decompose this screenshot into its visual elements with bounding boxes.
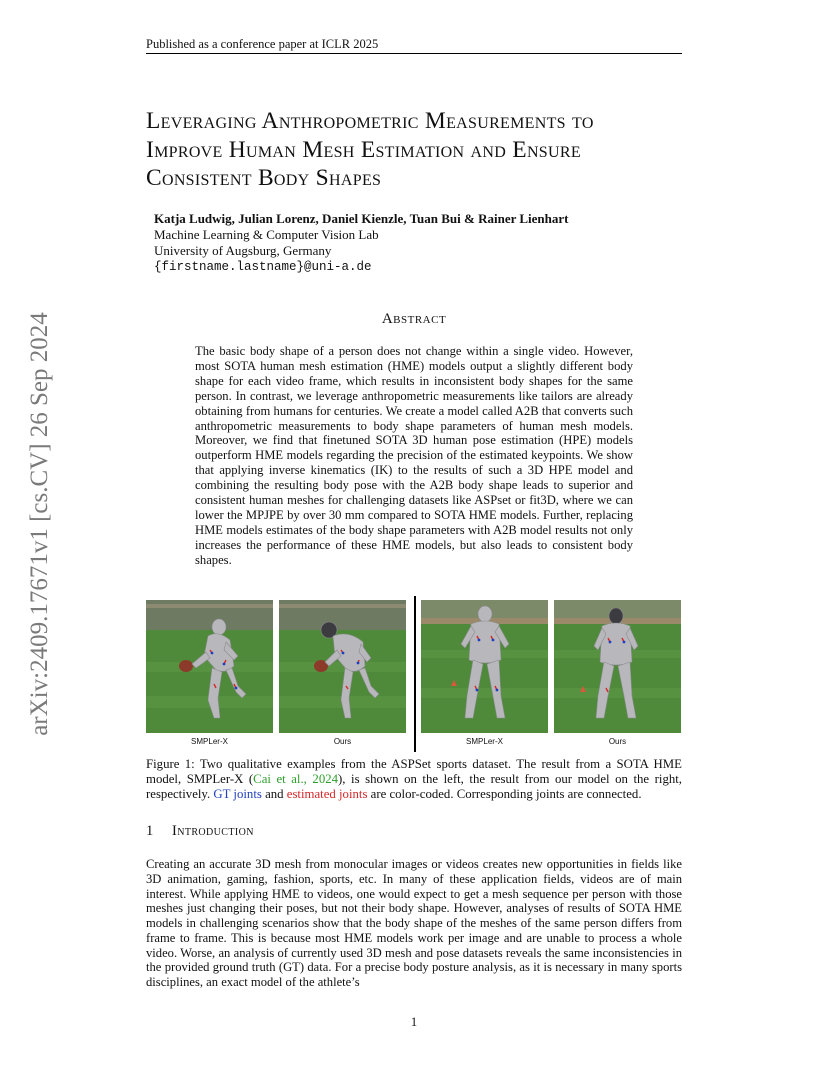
figure-panel-smplerx-2 bbox=[421, 600, 548, 733]
title-line: Leveraging Anthropometric Measurements to bbox=[146, 108, 594, 134]
panel-caption: Ours bbox=[333, 737, 352, 746]
estimated-joints-label: estimated joints bbox=[286, 787, 368, 801]
author-email: {firstname.lastname}@uni-a.de bbox=[154, 260, 372, 274]
figure-divider bbox=[414, 596, 416, 752]
panel-caption: SMPLer-X bbox=[191, 737, 228, 746]
section-title: Introduction bbox=[172, 823, 254, 839]
section-heading-introduction bbox=[146, 823, 682, 840]
abstract-text: The basic body shape of a person does not change within a single video. However, most SOTA human mesh estimation (HME) models output a slightly different body shape for each video frame, which results in inconsistent body shapes for the same person. In contrast, we leverage anthropometric measurements like tailors are already obtaining from humans for centuries. We create a model called A2B that converts such anthropometric measurements to body shape parameters of human mesh models. Moreover, we find that finetuned SOTA 3D human pose estimation (HPE) models outperform HME models regarding the precision of the estimated keypoints. We show that applying inverse kinematics (IK) to the results of such a 3D HPE model and combining the resulting body pose with the A2B body shape leads to superior and consistent human meshes for challenging datasets like ASPset or fit3D, where we can lower the MPJPE by over 30 mm compared to SOTA HME models. Further, replacing HME models estimates of the body shape parameters with A2B model results not only increases the performance of these HME models, but also leads to consistent body shapes. bbox=[195, 344, 633, 567]
title-line: Consistent Body Shapes bbox=[146, 165, 382, 191]
author-lab: Machine Learning & Computer Vision Lab bbox=[154, 227, 379, 242]
author-university: University of Augsburg, Germany bbox=[154, 243, 332, 258]
figure-1 bbox=[146, 596, 682, 752]
section-number: 1 bbox=[146, 823, 154, 839]
header-rule bbox=[146, 53, 682, 54]
caption-text: and bbox=[261, 787, 287, 801]
caption-text: ), is shown on the left, the result from our model on the right, respectively. bbox=[146, 772, 682, 801]
figure-image bbox=[421, 600, 548, 733]
figure-image bbox=[146, 600, 273, 733]
page-number: 1 bbox=[410, 1015, 418, 1029]
panel-caption: Ours bbox=[608, 737, 627, 746]
abstract-heading: Abstract bbox=[381, 311, 447, 327]
figure-caption bbox=[146, 757, 682, 802]
arxiv-stamp: arXiv:2409.17671v1 [cs.CV] 26 Sep 2024 bbox=[26, 312, 53, 736]
figure-panel-ours-1 bbox=[279, 600, 406, 733]
author-block bbox=[154, 211, 674, 275]
figure-panel-smplerx-1 bbox=[146, 600, 273, 733]
citation-link[interactable]: Cai et al., 2024 bbox=[253, 772, 339, 786]
caption-text: are color-coded. Corresponding joints are connected. bbox=[367, 787, 642, 801]
author-names: Katja Ludwig, Julian Lorenz, Daniel Kienzle, Tuan Bui & Rainer Lienhart bbox=[154, 211, 569, 226]
gt-joints-label: GT joints bbox=[213, 787, 262, 801]
figure-image bbox=[279, 600, 406, 733]
running-header: Published as a conference paper at ICLR 2025 bbox=[146, 37, 379, 51]
caption-text: Figure 1: Two qualitative examples from the ASPSet sports dataset. The result from a SOTA HME model, SMPLer-X ( bbox=[146, 757, 682, 786]
paper-title bbox=[146, 107, 686, 193]
figure-panel-ours-2 bbox=[554, 600, 681, 733]
figure-image bbox=[554, 600, 681, 733]
panel-caption: SMPLer-X bbox=[466, 737, 503, 746]
introduction-text: Creating an accurate 3D mesh from monocular images or videos creates new opportunities in fields like 3D animation, gaming, fashion, sports, etc. In many of these application fields, videos are of main interest. While applying HME to videos, one would expect to get a mesh sequence per person with those meshes just changing their poses, but not their body shape. However, analyses of results of SOTA HME models in challenging scenarios show that the body shape of the meshes of the same person differs from frame to frame. This is because most HME models work per image and are unable to process a whole video. Worse, an analysis of currently used 3D mesh and pose datasets reveals the same inconsistencies in the provided ground truth (GT) data. For a precise body posture analysis, as it is necessary in many sports disciplines, an exact model of the athlete’s bbox=[146, 857, 682, 989]
title-line: Improve Human Mesh Estimation and Ensure bbox=[146, 136, 581, 163]
